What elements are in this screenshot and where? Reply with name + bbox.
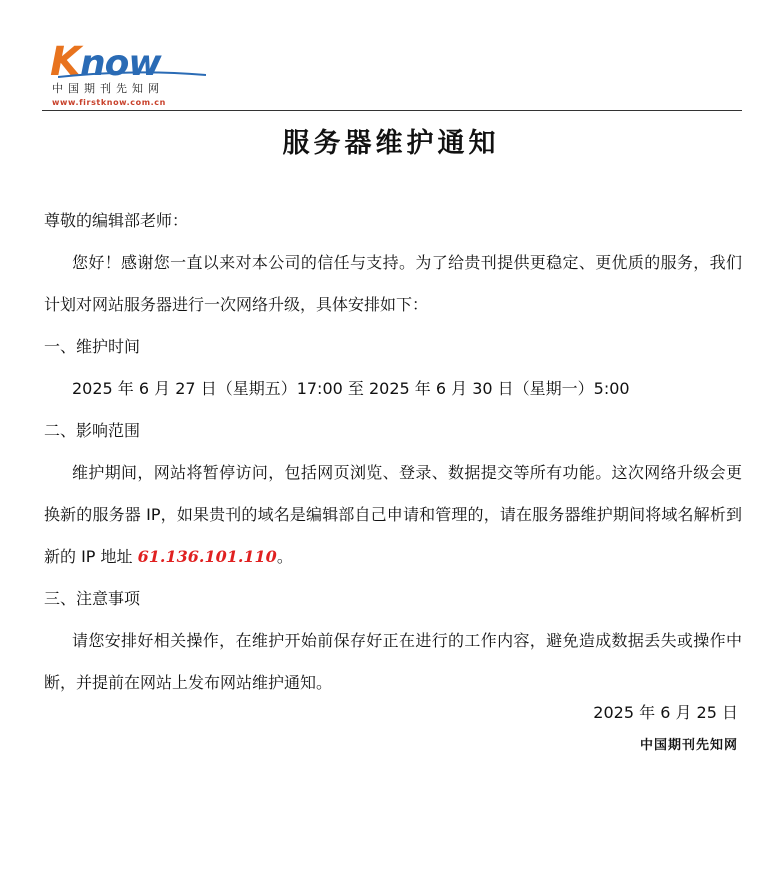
notice-title: 服务器维护通知 (282, 128, 500, 159)
notice-body (44, 200, 742, 704)
header-divider (42, 110, 742, 111)
logo-swoosh-icon (58, 71, 206, 79)
logo-letter-k: K (50, 39, 80, 85)
scope-text-after-ip: 。 (276, 547, 293, 566)
section-heading-time: 一、维护时间 (44, 337, 141, 356)
section-heading-scope: 二、影响范围 (44, 421, 141, 440)
logo (50, 39, 210, 110)
new-ip-address: 61.136.101.110 (137, 547, 277, 566)
notice-date: 2025 年 6 月 25 日 (593, 703, 738, 722)
section-heading-notes: 三、注意事项 (44, 589, 141, 608)
scope-text-before-ip: 维护期间，网站将暂停访问，包括网页浏览、登录、数据提交等所有功能。这次网络升级会更换新的服务器 IP，如果贵刊的域名是编辑部自己申请和管理的，请在服务器维护期间将域名解析到新的 IP 地址 (44, 463, 742, 566)
logo-url: www.firstknow.com.cn (52, 98, 166, 107)
logo-subtitle: 中国期刊先知网 (52, 82, 164, 95)
section-text-notes: 请您安排好相关操作，在维护开始前保存好正在进行的工作内容，避免造成数据丢失或操作中断，并提前在网站上发布网站维护通知。 (44, 631, 742, 692)
section-text-scope (44, 452, 742, 578)
intro-paragraph: 您好！感谢您一直以来对本公司的信任与支持。为了给贵刊提供更稳定、更优质的服务，我们计划对网站服务器进行一次网络升级，具体安排如下： (44, 253, 742, 314)
section-text-time: 2025 年 6 月 27 日（星期五）17:00 至 2025 年 6 月 30 日（星期一）5:00 (72, 379, 630, 398)
salutation: 尊敬的编辑部老师： (44, 211, 189, 230)
logo-letters-now: now (80, 43, 161, 84)
notice-signature: 中国期刊先知网 (639, 738, 738, 753)
